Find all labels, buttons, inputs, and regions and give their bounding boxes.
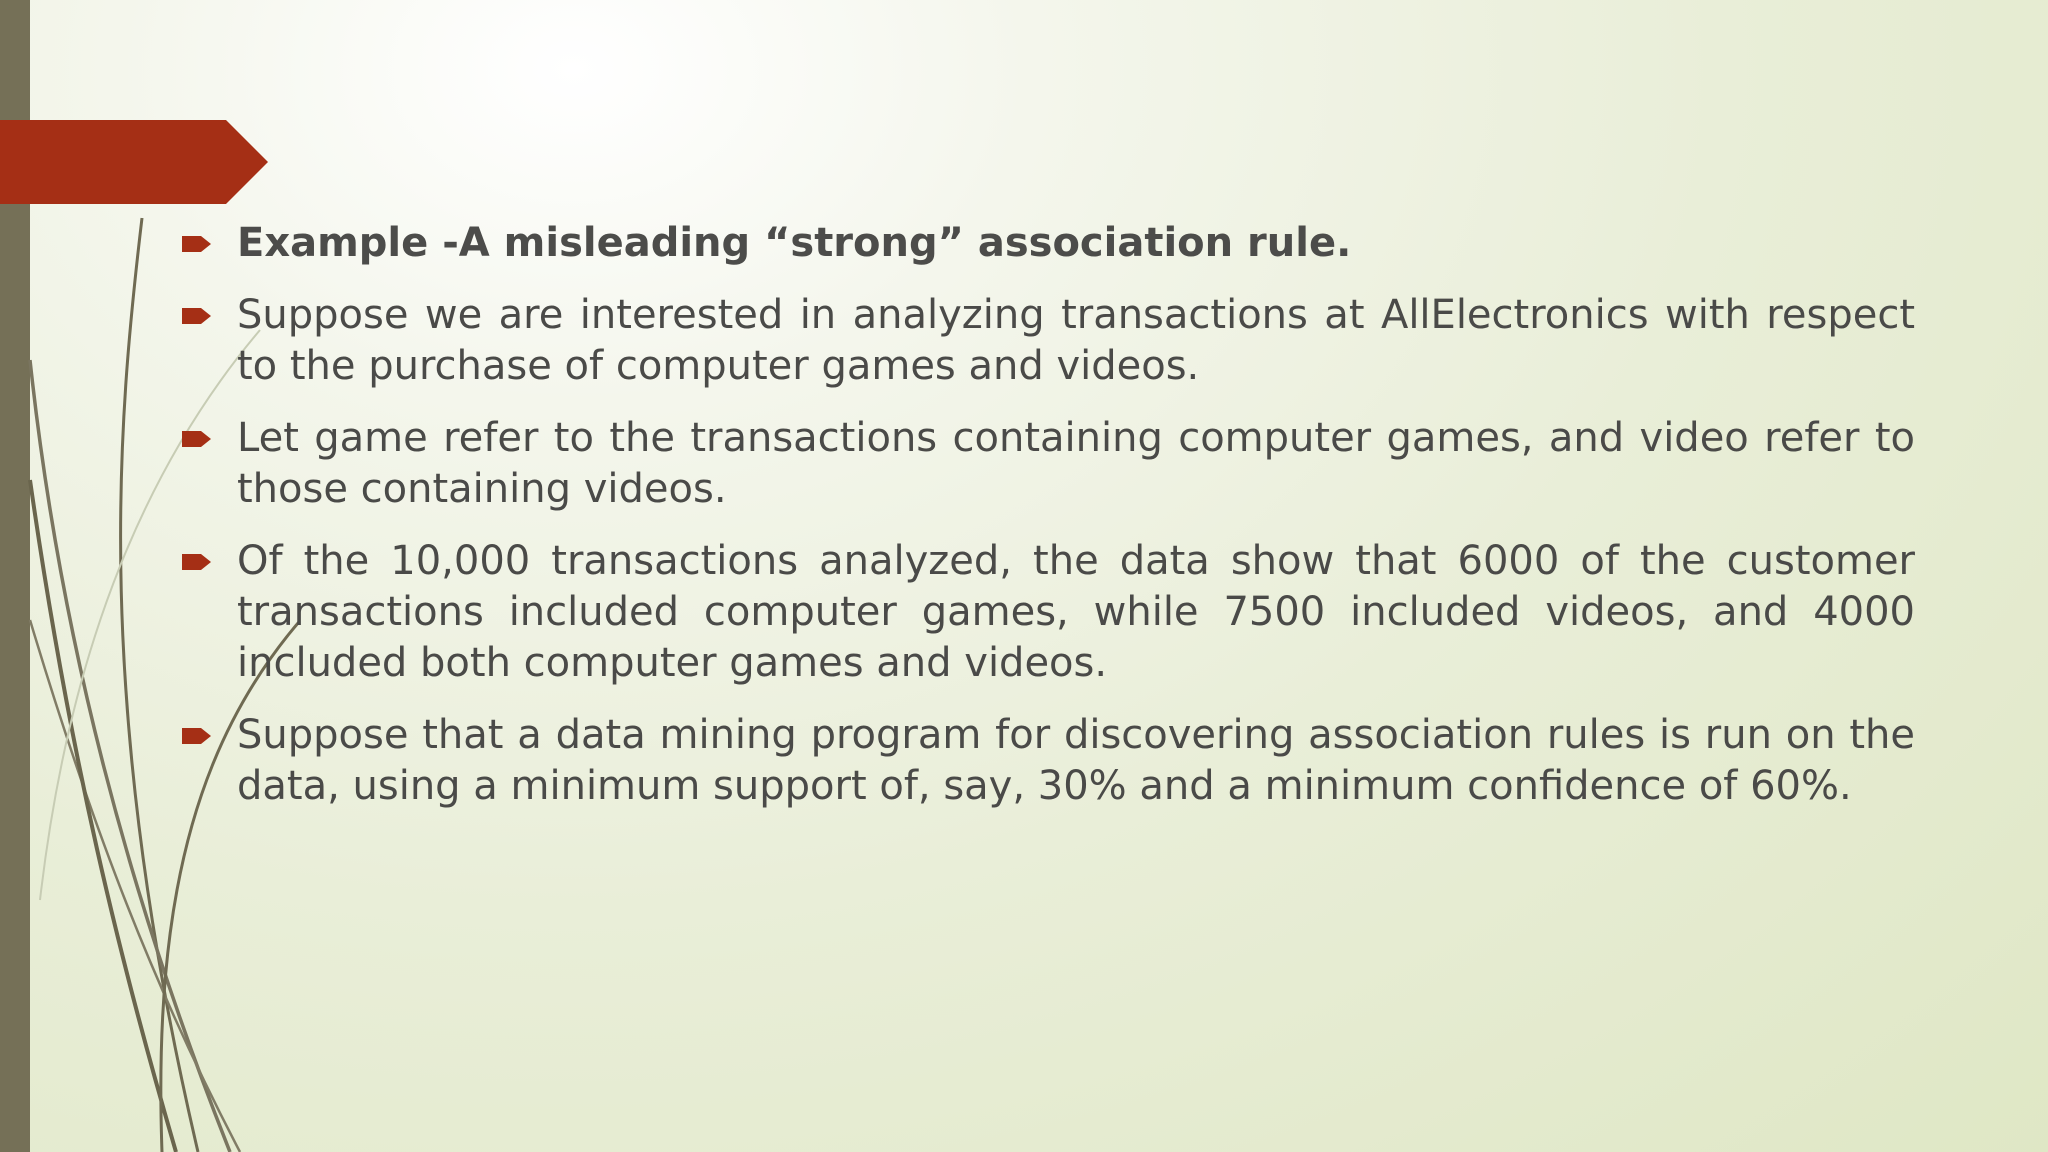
bullet-text: Suppose we are interested in analyzing transactions at AllElectronics with respect to the purchase of computer games and videos. (237, 292, 1915, 389)
bullet-text: Let game refer to the transactions containing computer games, and video refer to those containing videos. (237, 415, 1915, 512)
arrow-bullet-icon (182, 726, 212, 746)
bullet-text: Of the 10,000 transactions analyzed, the data show that 6000 of the customer transactions included computer games, while 7500 included videos, and 4000 included both computer games and videos. (237, 538, 1915, 686)
slide-heading-bullet (180, 218, 1915, 269)
slide-content (180, 218, 1915, 833)
bullet-item (180, 290, 1915, 392)
bullet-item (180, 536, 1915, 689)
title-banner-arrow (0, 120, 268, 204)
arrow-bullet-icon (182, 306, 212, 326)
bullet-text: Example -A misleading “strong” association rule. (237, 220, 1352, 266)
bullet-item (180, 413, 1915, 515)
arrow-bullet-icon (182, 552, 212, 572)
arrow-bullet-icon (182, 429, 212, 449)
arrow-bullet-icon (182, 234, 212, 254)
bullet-item (180, 710, 1915, 812)
bullet-text: Suppose that a data mining program for discovering association rules is run on the data, using a minimum support of, say, 30% and a minimum confidence of 60%. (237, 712, 1915, 809)
